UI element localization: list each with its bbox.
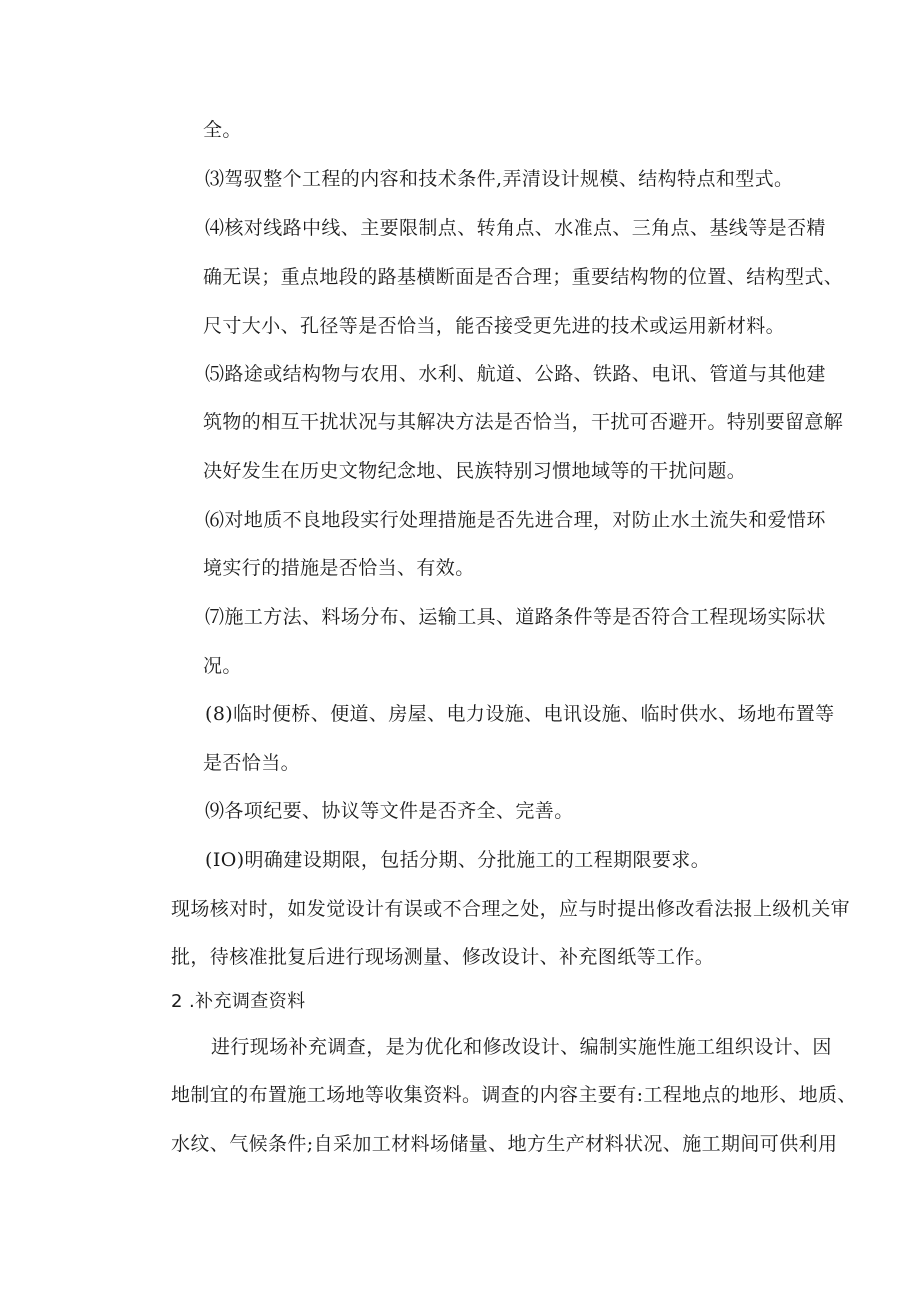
text-line: 筑物的相互干扰状况与其解决方法是否恰当，干扰可否避开。特别要留意解 <box>203 411 844 433</box>
text-line: 尺寸大小、孔径等是否恰当，能否接受更先进的技术或运用新材料。 <box>203 315 786 337</box>
text-line: ⑼各项纪要、协议等文件是否齐全、完善。 <box>205 800 574 822</box>
text-line: 进行现场补充调查，是为优化和修改设计、编制实施性施工组织设计、因 <box>211 1036 832 1058</box>
text-line: ⑶驾驭整个工程的内容和技术条件,弄清设计规模、结构特点和型式。 <box>205 168 794 190</box>
text-line: ⑹对地质不良地段实行处理措施是否先进合理，对防止水土流失和爱惜环 <box>205 509 826 531</box>
text-line: ⑺施工方法、料场分布、运输工具、道路条件等是否符合工程现场实际状 <box>205 606 826 628</box>
text-line: 地制宜的布置施工场地等收集资料。调查的内容主要有:工程地点的地形、地质、 <box>171 1084 857 1106</box>
text-line: (8)临时便桥、便道、房屋、电力设施、电讯设施、临时供水、场地布置等 <box>205 703 835 725</box>
text-line: ⑷核对线路中线、主要限制点、转角点、水准点、三角点、基线等是否精 <box>205 217 826 239</box>
text-line: 现场核对时，如发觉设计有误或不合理之处，应与时提出修改看法报上级机关审 <box>171 898 851 920</box>
text-line: 是否恰当。 <box>203 752 301 774</box>
text-line: 确无误；重点地段的路基横断面是否合理；重要结构物的位置、结构型式、 <box>203 266 844 288</box>
text-line: ⑸路途或结构物与农用、水利、航道、公路、铁路、电讯、管道与其他建 <box>205 363 826 385</box>
text-line: (IO)明确建设期限，包括分期、分批施工的工程期限要求。 <box>205 849 711 871</box>
text-line: 境实行的措施是否恰当、有效。 <box>203 557 475 579</box>
section-heading: 2 .补充调查资料 <box>171 991 306 1012</box>
text-line: 况。 <box>203 655 242 677</box>
text-line: 水纹、气候条件;自采加工材料场储量、地方生产材料状况、施工期间可供利用 <box>171 1133 838 1155</box>
text-line: 批，待核准批复后进行现场测量、修改设计、补充图纸等工作。 <box>171 946 715 968</box>
text-line: 决好发生在历史文物纪念地、民族特别习惯地域等的干扰问题。 <box>203 460 747 482</box>
text-line: 全。 <box>203 119 242 141</box>
